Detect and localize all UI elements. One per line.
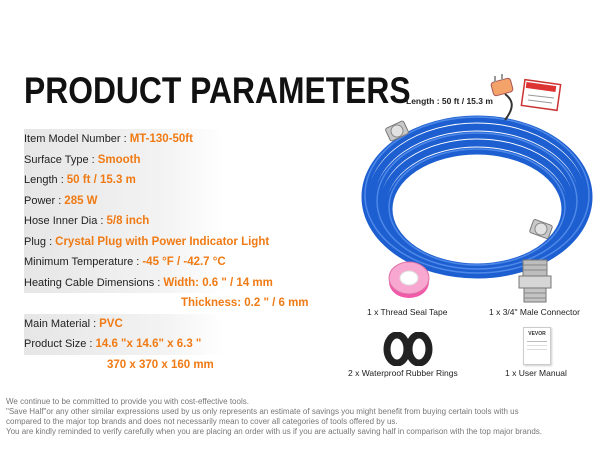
disclaimer-line: compared to the major top brands and does not necessarily mean to cover all categories of tools offered by us. (6, 417, 398, 426)
param-label: Heating Cable Dimensions : (24, 276, 161, 289)
param-label: Main Material : (24, 317, 97, 330)
manual-brand: VEVOR (528, 331, 546, 337)
param-label: Surface Type : (24, 153, 95, 166)
param-value: 5/8 inch (106, 215, 150, 227)
disclaimer-line: "Save Half"or any other similar expressions used by us only represents an estimate of savings you might benefit from buying certain tools with us (6, 407, 519, 416)
param-row-cable-thickness (24, 293, 360, 314)
manual-caption: 1 x User Manual (505, 368, 567, 378)
param-value: 50 ft / 15.3 m (66, 174, 136, 186)
param-value: PVC (99, 317, 123, 330)
rings-caption: 2 x Waterproof Rubber Rings (348, 368, 458, 378)
length-caption: Length : 50 ft / 15.3 m (406, 96, 493, 106)
disclaimer-line: You are kindly reminded to verify carefully when you are placing an order with us if you are actually saving half in comparison with the top major brands. (6, 427, 542, 436)
tape-caption: 1 x Thread Seal Tape (367, 307, 448, 317)
param-row-size-metric (24, 355, 360, 376)
param-row-inner-dia (24, 211, 360, 232)
param-value: 14.6 "x 14.6" x 6.3 " (95, 338, 202, 350)
male-connector-icon (515, 258, 555, 304)
param-row-min-temp (24, 252, 360, 273)
param-row-material (24, 314, 360, 335)
parameter-list (24, 129, 360, 375)
page-title: PRODUCT PARAMETERS (24, 70, 411, 111)
thread-seal-tape-icon (384, 256, 434, 300)
param-row-power (24, 191, 360, 212)
param-value: Width: 0.6 " / 14 mm (163, 276, 273, 289)
connector-caption: 1 x 3/4" Male Connector (489, 307, 580, 317)
param-value: Smooth (97, 153, 141, 166)
param-row-surface (24, 150, 360, 171)
param-row-size (24, 334, 360, 355)
param-row-length (24, 170, 360, 191)
param-row-plug (24, 232, 360, 253)
param-label: Power : (24, 194, 62, 207)
param-label: Minimum Temperature : (24, 256, 140, 268)
rubber-rings-icon (383, 332, 433, 366)
param-value: 285 W (64, 194, 98, 207)
disclaimer (6, 397, 598, 437)
param-label: Product Size : (24, 338, 93, 350)
param-value: Crystal Plug with Power Indicator Light (55, 235, 270, 248)
warning-tag-icon (521, 80, 560, 111)
param-value: -45 °F / -42.7 °C (142, 256, 226, 268)
param-label: Plug : (24, 235, 53, 248)
param-row-model (24, 129, 360, 150)
param-label: Item Model Number : (24, 133, 127, 145)
param-label: Length : (24, 174, 64, 186)
param-label: Hose Inner Dia : (24, 215, 104, 227)
param-value: 370 x 370 x 160 mm (107, 358, 214, 371)
param-value: Thickness: 0.2 " / 6 mm (181, 297, 309, 309)
param-row-cable-dim (24, 273, 360, 294)
user-manual-icon (523, 327, 551, 365)
param-value: MT-130-50ft (129, 133, 193, 145)
disclaimer-line: We continue to be committed to provide you with cost-effective tools. (6, 397, 249, 406)
plug-icon (491, 74, 514, 96)
